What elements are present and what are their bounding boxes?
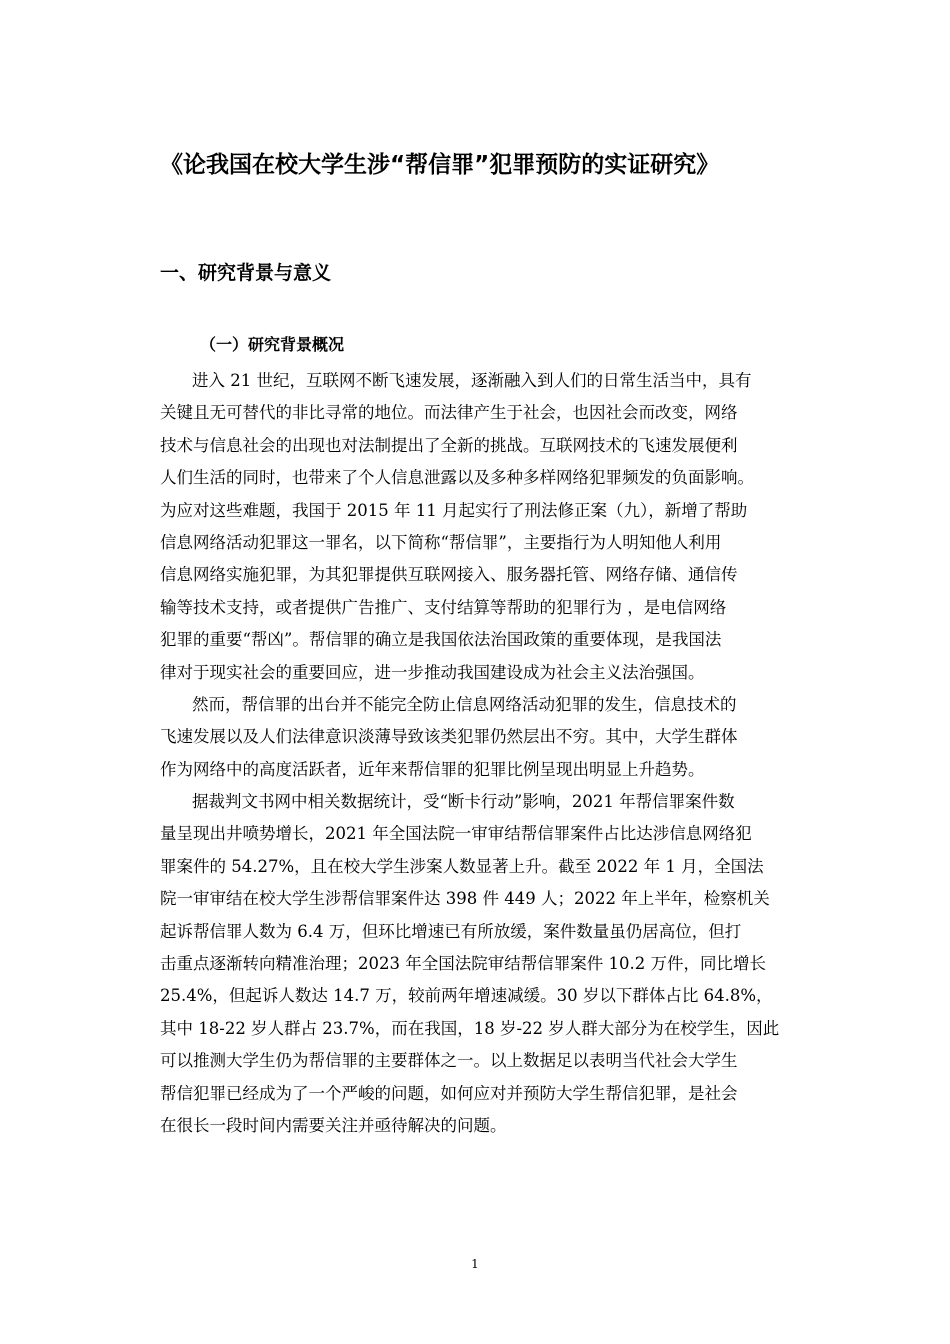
paragraph-line: 为应对这些难题，我国于 2015 年 11 月起实行了刑法修正案（九），新增了帮助	[160, 500, 748, 520]
section-heading: 一、研究背景与意义	[160, 262, 332, 284]
paragraph-line: 罪案件的 54.27%，且在校大学生涉案人数显著上升。截至 2022 年 1 月，全国法	[160, 856, 764, 876]
paragraph-line: 进入 21 世纪，互联网不断飞速发展，逐渐融入到人们的日常生活当中，具有	[192, 371, 752, 390]
paragraph-line: 然而，帮信罪的出台并不能完全防止信息网络活动犯罪的发生，信息技术的	[192, 694, 737, 714]
paragraph-line: 犯罪的重要“帮凶”。帮信罪的确立是我国依法治国政策的重要体现，是我国法	[160, 630, 722, 650]
paragraph-line: 飞速发展以及人们法律意识淡薄导致该类犯罪仍然层出不穷。其中，大学生群体	[160, 727, 738, 747]
paragraph-line: 据裁判文书网中相关数据统计，受“断卡行动”影响，2021 年帮信罪案件数	[192, 792, 735, 812]
body-text	[160, 365, 850, 1142]
paragraph-line: 信息网络实施犯罪，为其犯罪提供互联网接入、服务器托管、网络存储、通信传	[160, 565, 738, 585]
page-number: 1	[471, 1257, 479, 1271]
paragraph-line: 帮信犯罪已经成为了一个严峻的问题，如何应对并预防大学生帮信犯罪，是社会	[160, 1083, 738, 1103]
paragraph-line: 在很长一段时间内需要关注并亟待解决的问题。	[160, 1115, 507, 1135]
paragraph-line: 输等技术支持，或者提供广告推广、支付结算等帮助的犯罪行为 ，是电信网络	[160, 597, 727, 617]
paragraph-line: 院一审审结在校大学生涉帮信罪案件达 398 件 449 人；2022 年上半年，检察机关	[160, 889, 770, 909]
paragraph-line: 信息网络活动犯罪这一罪名，以下简称“帮信罪”，主要指行为人明知他人利用	[160, 532, 722, 552]
paragraph-line: 起诉帮信罪人数为 6.4 万，但环比增速已有所放缓，案件数量虽仍居高位，但打	[160, 921, 742, 941]
paragraph-line: 关键且无可替代的非比寻常的地位。而法律产生于社会，也因社会而改变，网络	[160, 403, 738, 423]
paragraph-line: 击重点逐渐转向精准治理；2023 年全国法院审结帮信罪案件 10.2 万件，同比增长	[160, 954, 766, 974]
paragraph-line: 人们生活的同时，也带来了个人信息泄露以及多种多样网络犯罪频发的负面影响。	[160, 468, 754, 488]
paragraph-line: 其中 18-22 岁人群占 23.7%，而在我国，18 岁-22 岁人群大部分为在校学生，因此	[160, 1018, 780, 1038]
paragraph-line: 作为网络中的高度活跃者，近年来帮信罪的犯罪比例呈现出明显上升趋势。	[160, 759, 705, 779]
document-title: 《论我国在校大学生涉“帮信罪”犯罪预防的实证研究》	[160, 152, 720, 178]
paragraph-line: 技术与信息社会的出现也对法制提出了全新的挑战。互联网技术的飞速发展便利	[160, 435, 738, 455]
paragraph-line: 可以推测大学生仍为帮信罪的主要群体之一。以上数据足以表明当代社会大学生	[160, 1051, 738, 1071]
subsection-heading: （一）研究背景概况	[200, 335, 345, 354]
paragraph-line: 律对于现实社会的重要回应，进一步推动我国建设成为社会主义法治强国。	[160, 662, 705, 682]
paragraph-line: 量呈现出井喷势增长，2021 年全国法院一审审结帮信罪案件占比达涉信息网络犯	[160, 824, 752, 844]
paragraph-line: 25.4%，但起诉人数达 14.7 万，较前两年增速减缓。30 岁以下群体占比 64.8%，	[160, 986, 773, 1006]
